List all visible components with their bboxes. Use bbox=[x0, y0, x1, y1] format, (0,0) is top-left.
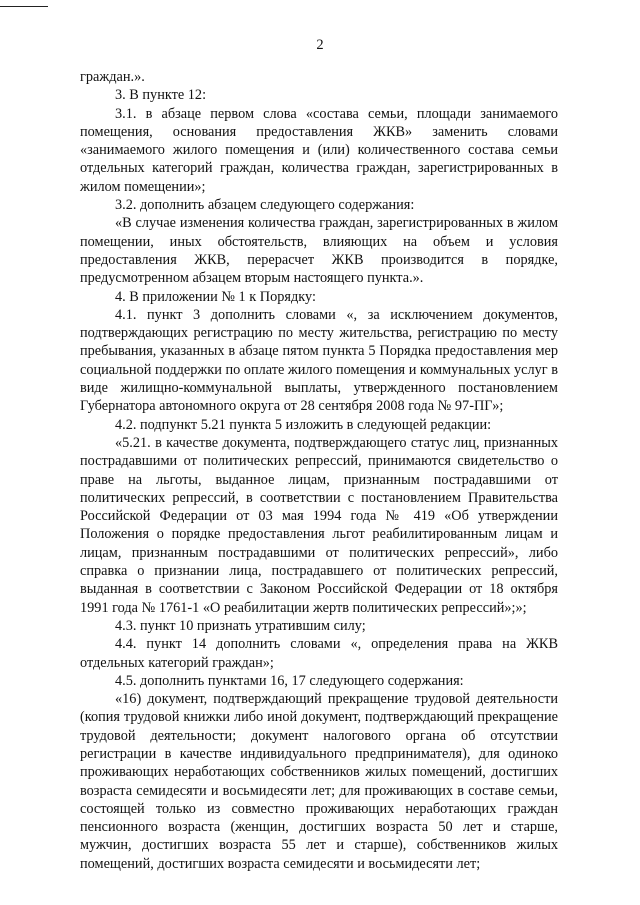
paragraph-item-4-5: 4.5. дополнить пунктами 16, 17 следующего содержания: bbox=[115, 672, 464, 689]
paragraph-item-3-2-quote: «В случае изменения количества граждан, зарегистрированных в жилом помещении, иных обстоятельств, влияющих на объем и условия предоставления ЖКВ, перерасчет ЖКВ производится в порядке, предусмотренном абзацем вторым настоящего пункта.». bbox=[80, 215, 558, 287]
paragraph-continuation: граждан.». bbox=[80, 69, 145, 85]
paragraph-item-4-2-quote: «5.21. в качестве документа, подтверждающего статус лиц, признанных пострадавшими от политических репрессий, принимаются свидетельство о праве на льготы, выданное лицам, признанным пострадавшими от политических репрессий, в соответствии с постановлением Правительства Российской Федерации от 03 мая 1994 года № 419 «Об утверждении Положения о порядке предоставления льгот реабилитированным лицам и лицам, признанным пострадавшими от политических репрессий», либо справка о признании лица, пострадавшего от политических репрессий, выданная в соответствии с Законом Российской Федерации от 18 октября 1991 года № 1761-1 «О реабилитации жертв политических репрессий»;»; bbox=[80, 434, 558, 616]
paragraph-item-4: 4. В приложении № 1 к Порядку: bbox=[115, 288, 316, 305]
paragraph-item-3: 3. В пункте 12: bbox=[115, 87, 207, 104]
paragraph-item-4-5-quote: «16) документ, подтверждающий прекращение трудовой деятельности (копия трудовой книжки либо иной документ, подтверждающий прекращение трудовой деятельности; документ налогового органа об отсутствии регистрации в качестве индивидуального предпринимателя), для одиноко проживающих неработающих собственников жилых помещений, достигших возраста семидесяти и восьмидесяти лет; для проживающих в составе семьи, состоящей только из совместно проживающих неработающих граждан пенсионного возраста (женщин, достигших возраста 50 лет и старше, мужчин, достигших возраста 55 лет и старше), собственников жилых помещений, достигших возраста семидесяти и восьмидесяти лет; bbox=[80, 691, 558, 872]
paragraph-item-4-2: 4.2. подпункт 5.21 пункта 5 изложить в следующей редакции: bbox=[115, 416, 492, 433]
paragraph-item-3-2: 3.2. дополнить абзацем следующего содержания: bbox=[115, 197, 415, 214]
paragraph-item-4-1: 4.1. пункт 3 дополнить словами «, за исключением документов, подтверждающих регистрацию по месту жительства, регистрацию по месту пребывания, указанных в абзаце пятом пункта 5 Порядка предоставления мер социальной поддержки по оплате жилого помещения и коммунальных услуг в виде жилищно-коммунальной выплаты, утвержденного постановлением Губернатора автономного округа от 28 сентября 2008 года № 97-ПГ»; bbox=[80, 306, 558, 415]
paragraph-item-4-4: 4.4. пункт 14 дополнить словами «, определения права на ЖКВ отдельных категорий граждан»; bbox=[80, 636, 558, 671]
page-number: 2 bbox=[316, 37, 324, 53]
paragraph-item-3-1: 3.1. в абзаце первом слова «состава семьи, площади занимаемого помещения, основания предоставления ЖКВ» заменить словами «занимаемого жилого помещения и (или) количественного состава семьи отдельных категорий граждан, количества граждан, зарегистрированных в жилом помещении»; bbox=[80, 105, 558, 195]
document-body bbox=[80, 68, 558, 873]
corner-line bbox=[0, 6, 48, 7]
paragraph-item-4-3: 4.3. пункт 10 признать утратившим силу; bbox=[115, 617, 366, 634]
